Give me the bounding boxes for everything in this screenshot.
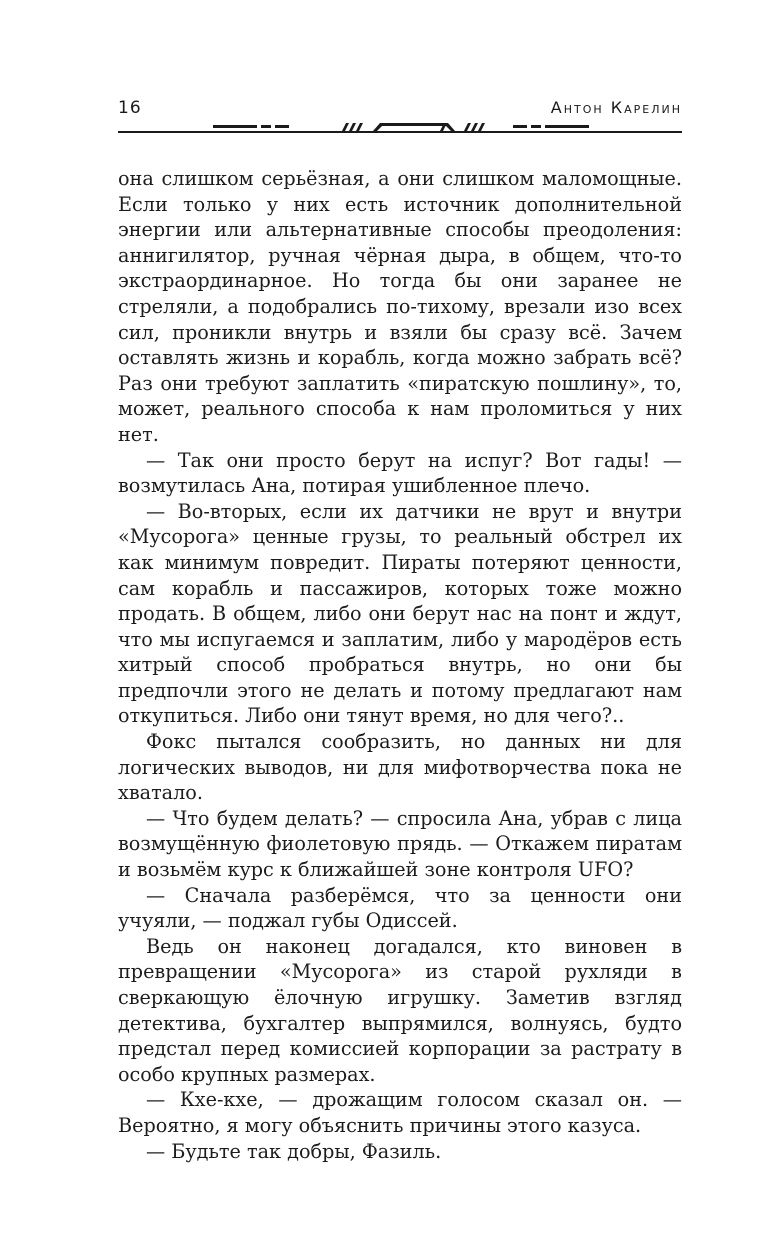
page-header [118,98,682,138]
paragraph-8: — Кхе-кхе, — дрожащим голосом сказал он. — Вероятно, я могу объяснить причины этого казуса. [118,1088,682,1137]
page-number: 16 [118,98,142,118]
paragraph-9: — Будьте так добры, Фазиль. [146,1139,442,1163]
paragraph-7: Ведь он наконец догадался, кто виновен в превращении «Мусорога» из старой рухляди в сверкающую ёлочную игрушку. Заметив взгляд детектива, бухгалтер выпрямился, волнуясь, будто предстал перед комиссией корпорации за растрату в особо крупных размерах. [118,934,682,1086]
paragraph-3: — Во-вторых, если их датчики не врут и внутри «Мусорога» ценные грузы, то реальный обстрел их как минимум повредит. Пираты потеряют ценности, сам корабль и пассажиров, которых тоже можно продать. В общем, либо они берут нас на понт и ждут, что мы испугаемся и заплатим, либо у мародёров есть хитрый способ пробраться внутрь, но они бы предпочли этого не делать и потому предлагают нам откупиться. Либо они тянут время, но для чего?.. [118,499,682,728]
paragraph-2: — Так они просто берут на испуг? Вот гады! — возмутилась Ана, потирая ушибленное плечо. [118,448,682,498]
paragraph-5: — Что будем делать? — спросила Ана, убрав с лица возмущённую фиолетовую прядь. — Откажем пиратам и возьмём курс к ближайшей зоне контроля UFO? [118,806,682,882]
paragraph-4: Фокс пытался сообразить, но данных ни для логических выводов, ни для мифотворчества пока не хватало. [118,730,682,805]
header-ornament [118,118,682,134]
paragraph-1: она слишком серьёзная, а они слишком маломощные. Если только у них есть источник дополнительной энергии или альтернативные способы преодоления: аннигилятор, ручная чёрная дыра, в общем, что-то экстраординарное. Но тогда бы они заранее не стреляли, а подобрались по-тихому, врезали изо всех сил, проникли внутрь и взяли бы сразу всё. Зачем оставлять жизнь и корабль, когда можно забрать всё? Раз они требуют заплатить «пиратскую пошлину», то, может, реального способа к нам проломиться у них нет. [118,167,682,446]
paragraph-6: — Сначала разберёмся, что за ценности они учуяли, — поджал губы Одиссей. [118,883,682,933]
running-head-author: Антон Карелин [550,98,682,117]
body-text [118,166,682,1164]
